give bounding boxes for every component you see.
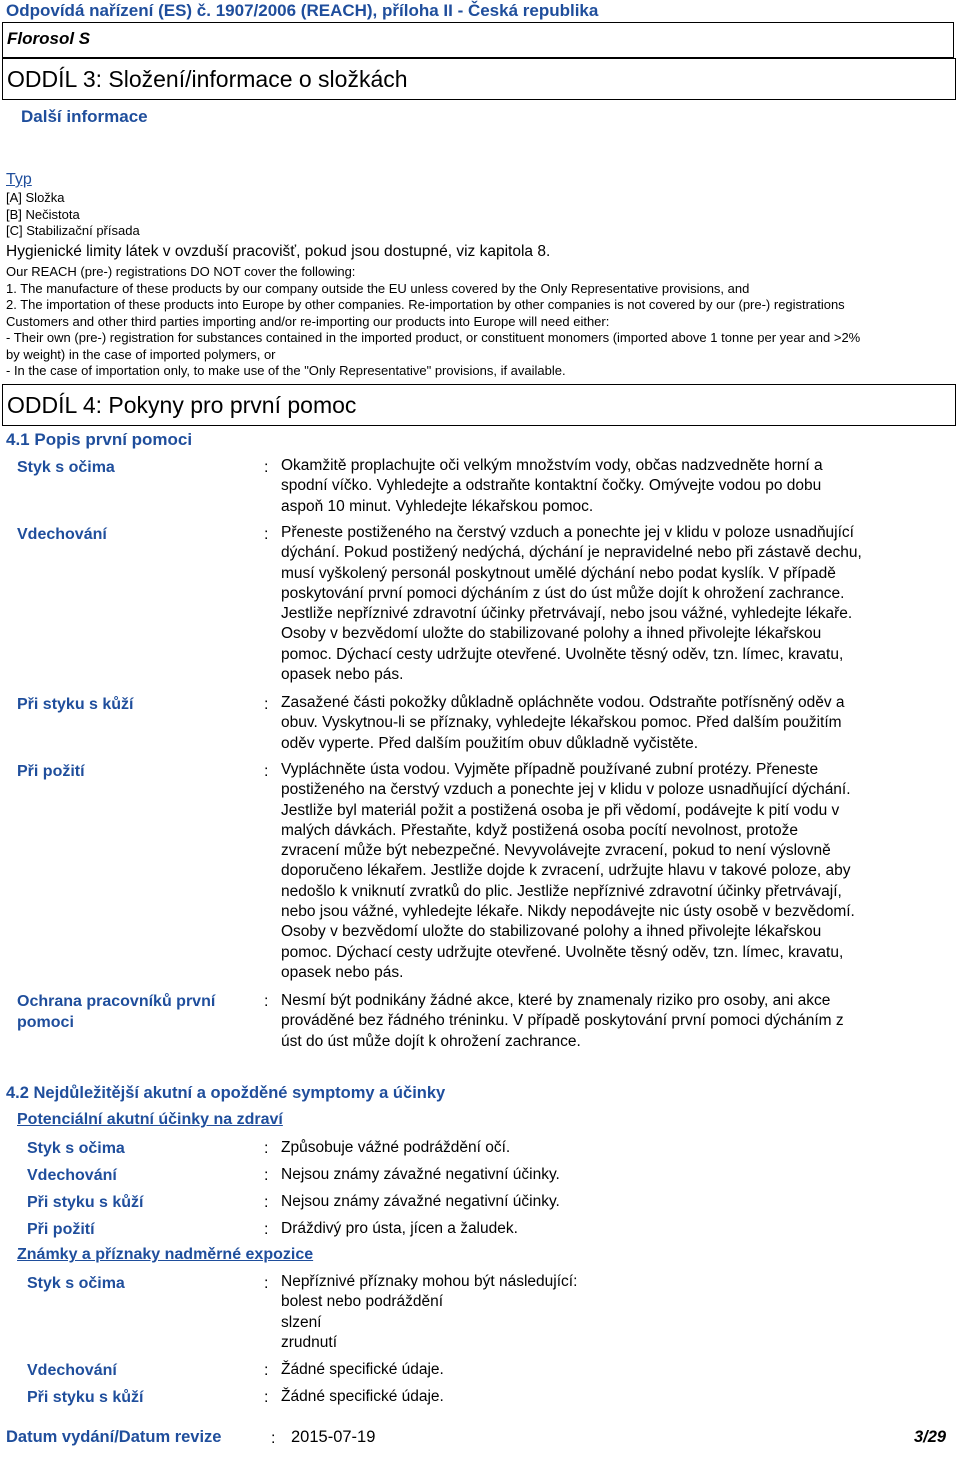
- text-line: malých dávkách. Přestaňte, když postižená osoba pocítí nevolnost, protože: [281, 821, 798, 839]
- text-line: Přeneste postiženého na čerstvý vzduch a ponechte jej v klidu v poloze usnadňující: [281, 524, 854, 541]
- overexposure-label-eyes: Styk s očima: [27, 1275, 125, 1292]
- text-line: Osoby v bezvědomí uložte do stabilizované polohy a ihned přivolejte lékařskou: [281, 923, 822, 941]
- colon: :: [264, 1194, 269, 1211]
- text-line: Jestliže nepříznivé zdravotní účinky přetrvávají, nebo jsou vážné, vyhledejte lékaře.: [281, 605, 853, 623]
- acute-label-eyes: Styk s očima: [27, 1140, 125, 1157]
- text-line: úst do úst může dojít k ohrožení zachrance.: [281, 1032, 581, 1050]
- revision-date: 2015-07-19: [291, 1428, 376, 1446]
- page-number: 3/29: [914, 1428, 947, 1446]
- text-line: doporučeno lékařem. Jestliže dojde k zvracení, udržujte hlavu v takové poloze, aby: [281, 862, 851, 880]
- text-line: nedošlo k vniknutí zvratků do plic. Jestliže nepříznivé zdravotní účinky přetrvávají,: [281, 882, 842, 900]
- text-line: pomoc. Dýchací cesty udržujte otevřené. Uvolněte těsný oděv, tzn. límec, kravatu,: [281, 645, 844, 663]
- text-line: Nesmí být podnikány žádné akce, které by znamenaly riziko pro osoby, ani akce: [281, 992, 831, 1009]
- colon: :: [264, 1167, 269, 1184]
- text-line: postiženého na čerstvý vzduch a ponechte jej v klidu v poloze usnadňující dýchání.: [281, 781, 851, 799]
- exposure-limits-note: Hygienické limity látek v ovzduší pracovišť, pokud jsou dostupné, viz kapitola 8.: [6, 243, 551, 260]
- type-item: [B] Nečistota: [6, 206, 80, 222]
- colon: :: [264, 1140, 269, 1157]
- revision-date-label: Datum vydání/Datum revize: [6, 1428, 222, 1446]
- page-footer: [0, 1426, 960, 1450]
- label-line: Ochrana pracovníků první: [17, 993, 216, 1010]
- text-line: musí vyškolený personál poskytnout umělé dýchání nebo podat kyslík. V případě: [281, 564, 836, 582]
- first-aid-label-ingestion: Při požití: [17, 763, 85, 780]
- colon: :: [271, 1430, 276, 1447]
- colon: :: [264, 459, 269, 476]
- text-line: nebo jsou vážné, vyhledejte lékaře. Nikdy nepodávejte nic ústy osobě v bezvědomí.: [281, 903, 855, 921]
- reach-note: [6, 264, 860, 380]
- subsection-4-1-heading: 4.1 Popis první pomoci: [6, 430, 193, 449]
- more-info-heading: Další informace: [21, 107, 148, 126]
- text-line: zrudnutí: [281, 1333, 338, 1351]
- colon: :: [264, 1362, 269, 1379]
- text-line: Jestliže byl materiál požit a postižená osoba je při vědomí, podávejte k pití vodu v: [281, 801, 840, 819]
- reach-line: - Their own (pre-) registration for substances contained in the imported product, or constituent monomers (imported above 1 tonne per year and >2%: [6, 330, 861, 345]
- text-line: obuv. Vyskytnou-li se příznaky, vyhledejte lékařskou pomoc. Před dalším použitím: [281, 714, 842, 732]
- text-line: Nepříznivé příznaky mohou být následující:: [281, 1273, 578, 1290]
- type-list: [6, 190, 140, 240]
- first-aid-label-skin: Při styku s kůží: [17, 696, 134, 713]
- colon: :: [264, 1221, 269, 1238]
- type-item: [A] Složka: [6, 190, 65, 205]
- overexposure-label-skin: Při styku s kůží: [27, 1389, 144, 1406]
- reach-line: - In the case of importation only, to make use of the "Only Representative" provisions, if available.: [6, 363, 566, 378]
- text-line: oděv vyperte. Před dalším použitím obuv důkladně vyčistěte.: [281, 734, 698, 752]
- colon: :: [264, 1389, 269, 1406]
- section4-title: ODDÍL 4: Pokyny pro první pomoc: [7, 392, 357, 418]
- first-aid-text-rescuer: [281, 991, 844, 1052]
- first-aid-text-inhalation: [281, 523, 862, 685]
- text-line: spodní víčko. Vyhledejte a odstraňte kontaktní čočky. Omývejte vodou po dobu: [281, 477, 822, 495]
- first-aid-text-eyes: [281, 456, 823, 517]
- text-line: pomoc. Dýchací cesty udržujte otevřené. Uvolněte těsný oděv, tzn. límec, kravatu,: [281, 943, 844, 961]
- text-line: Zasažené části pokožky důkladně opláchněte vodou. Odstraňte potřísněný oděv a: [281, 694, 845, 711]
- overexposure-text-skin: Žádné specifické údaje.: [281, 1388, 444, 1405]
- section3-title-box: [2, 58, 956, 100]
- first-aid-label-eyes: Styk s očima: [17, 459, 115, 476]
- acute-label-inhalation: Vdechování: [27, 1167, 117, 1184]
- overexposure-text-eyes: [281, 1272, 577, 1353]
- overexposure-label-inhalation: Vdechování: [27, 1362, 117, 1379]
- text-line: Osoby v bezvědomí uložte do stabilizované polohy a ihned přivolejte lékařskou: [281, 625, 822, 643]
- acute-value-eyes: Způsobuje vážné podráždění očí.: [281, 1139, 511, 1156]
- text-line: prováděné bez řádného tréninku. V případě poskytování první pomoci dýcháním z: [281, 1012, 844, 1030]
- text-line: slzení: [281, 1313, 322, 1331]
- colon: :: [264, 1275, 269, 1292]
- reach-line: Customers and other third parties importing and/or re-importing our products into Europe will need either:: [6, 313, 610, 329]
- acute-value-inhalation: Nejsou známy závažné negativní účinky.: [281, 1166, 560, 1183]
- colon: :: [264, 993, 269, 1010]
- acute-effects-heading: Potenciální akutní účinky na zdraví: [17, 1111, 283, 1128]
- acute-value-skin: Nejsou známy závažné negativní účinky.: [281, 1193, 560, 1210]
- acute-label-ingestion: Při požití: [27, 1221, 95, 1238]
- text-line: opasek nebo pás.: [281, 666, 404, 684]
- text-line: aspoň 10 minut. Vyhledejte lékařskou pomoc.: [281, 497, 594, 515]
- first-aid-text-skin: [281, 693, 845, 754]
- reach-line: by weight) in the case of imported polymers, or: [6, 346, 276, 362]
- colon: :: [264, 526, 269, 543]
- subsection-4-2-heading: 4.2 Nejdůležitější akutní a opožděné symptomy a účinky: [6, 1084, 446, 1102]
- reach-line: 1. The manufacture of these products by our company outside the EU unless covered by the Only Representative provisions, and: [6, 280, 750, 296]
- overexposure-heading: Známky a příznaky nadměrné expozice: [17, 1246, 314, 1263]
- reach-line: 2. The importation of these products into Europe by other companies. Re-importation by other companies is not covered by our (pre-) registrations: [6, 297, 845, 312]
- acute-label-skin: Při styku s kůží: [27, 1194, 144, 1211]
- label-line: pomoci: [17, 1014, 74, 1031]
- text-line: opasek nebo pás.: [281, 963, 404, 981]
- product-name-box: [2, 22, 954, 58]
- text-line: zvracení může být nebezpečné. Nevyvolávejte zvracení, pokud to není výslovně: [281, 842, 831, 860]
- first-aid-text-ingestion: [281, 760, 855, 983]
- first-aid-label-inhalation: Vdechování: [17, 526, 107, 543]
- text-line: bolest nebo podráždění: [281, 1293, 444, 1311]
- section4-title-box: [2, 384, 956, 426]
- text-line: poskytování první pomoci dýcháním z úst do úst může dojít k ohrožení zachrance.: [281, 584, 845, 602]
- reach-line: Our REACH (pre-) registrations DO NOT cover the following:: [6, 264, 356, 279]
- type-heading: Typ: [6, 171, 32, 188]
- overexposure-text-inhalation: Žádné specifické údaje.: [281, 1361, 444, 1378]
- acute-value-ingestion: Dráždivý pro ústa, jícen a žaludek.: [281, 1220, 518, 1237]
- colon: :: [264, 696, 269, 713]
- type-item: [C] Stabilizační přísada: [6, 223, 140, 238]
- product-name: Florosol S: [7, 29, 91, 48]
- section3-title: ODDÍL 3: Složení/informace o složkách: [7, 66, 408, 92]
- text-line: dýchání. Pokud postižený nedýchá, dýchání je nepravidelné nebo při zástavě dechu,: [281, 544, 862, 562]
- text-line: Vypláchněte ústa vodou. Vyjměte případně používané zubní protézy. Přeneste: [281, 761, 819, 778]
- text-line: Okamžitě proplachujte oči velkým množstvím vody, občas nadzvedněte horní a: [281, 457, 823, 474]
- regulation-header: Odpovídá nařízení (ES) č. 1907/2006 (REACH), příloha II - Česká republika: [6, 1, 599, 20]
- colon: :: [264, 763, 269, 780]
- first-aid-label-rescuer: [17, 991, 215, 1033]
